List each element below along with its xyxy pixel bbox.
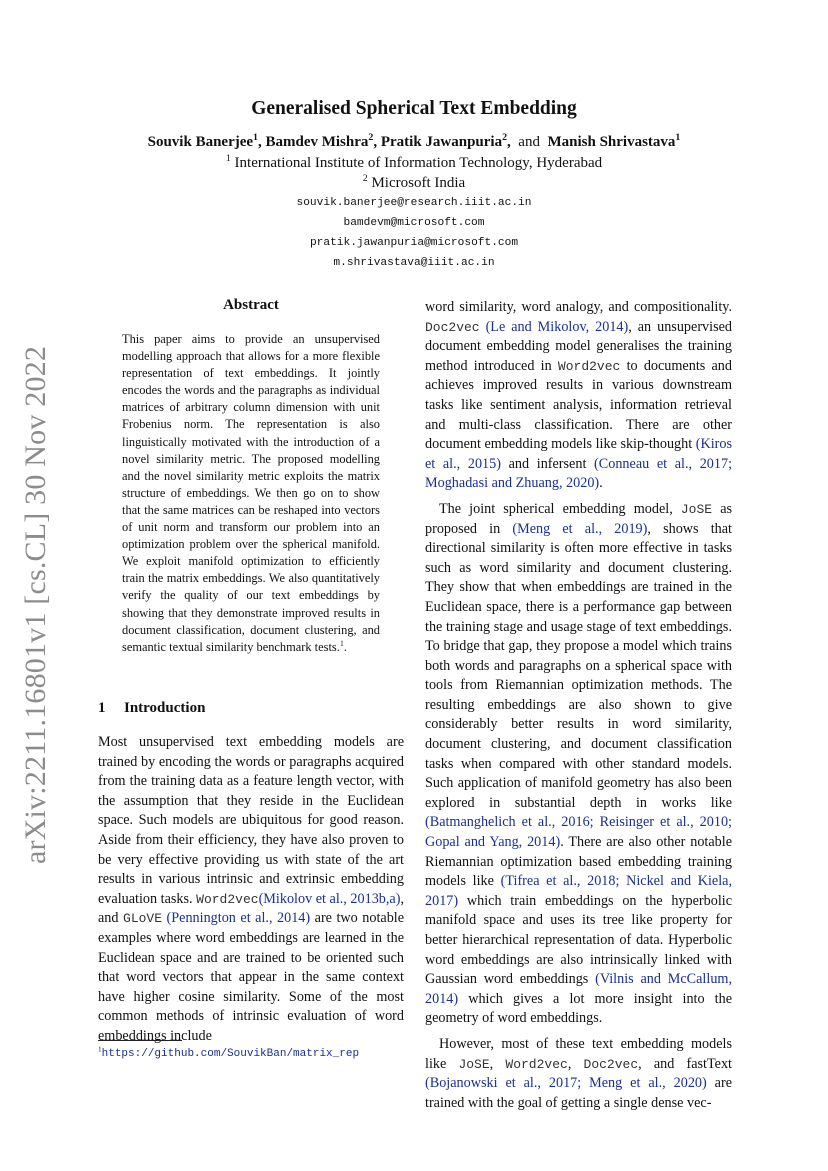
citation-link[interactable]: (Vilnis and McCallum, 2014) [425,971,732,1007]
body-text: which gives a lot more insight into the geometry of word embeddings. [425,990,733,1027]
footnote-divider [98,1040,182,1041]
paper-title: Generalised Spherical Text Embedding [251,98,577,119]
author-affil-mark: 2 [502,132,508,143]
arxiv-side-stamp [16,345,56,865]
author-email[interactable]: bamdevm@microsoft.com [343,217,485,229]
author-affil-mark: 2 [368,132,374,143]
footnote [98,1046,398,1062]
affiliation [0,155,828,172]
body-text: are trained with the goal of getting a single dense vec- [425,1075,732,1111]
citation-link[interactable]: (Bojanowski et al., 2017; Meng et al., 2020) [425,1075,707,1092]
code-term: Doc2vec [425,319,480,335]
code-term: JoSE [680,501,713,517]
author-separator: , [507,134,511,150]
affiliation [0,175,828,192]
author-affil-mark: 1 [253,132,258,143]
footnote-mark: 1 [98,1045,102,1054]
author-name: Pratik Jawanpuria [380,134,503,150]
affiliation-name: International Institute of Information Technology, Hyderabad [234,155,603,171]
citation-link[interactable]: (Meng et al., 2019) [512,520,648,537]
author-separator: , [257,134,262,150]
section-number: 1 [98,700,106,716]
body-text: which train embeddings on the hyperbolic manifold space and uses its tree like property for better hierarchical representation of data. Hyperbolic word embeddings are also intrinsically linked with Gaussian word embeddings [425,892,732,988]
citation-link[interactable]: (Pennington et al., 2014) [166,910,311,927]
footnote-ref[interactable]: 1 [339,638,344,648]
body-paragraph [98,733,404,1047]
citation-link[interactable]: (Le and Mikolov, 2014) [485,318,629,335]
author-list [0,134,828,151]
author-and: and [518,134,540,150]
arxiv-stamp-text: arXiv:2211.16801v1 [cs.CL] 30 Nov 2022 [19,345,53,865]
body-text: . [599,475,603,492]
section-heading [98,700,205,717]
author-affil-mark: 1 [675,132,681,143]
abstract-paragraph [122,331,380,656]
left-column-text [98,733,404,1047]
citation-link[interactable]: (Batmanghelich et al., 2016; Reisinger et al., 2010; Gopal and Yang, 2014) [425,814,732,851]
body-text: and infersent [508,455,587,472]
author-name: Manish Shrivastava [547,134,676,150]
body-paragraph [425,298,732,494]
body-text: , shows that directional similarity is often more effective in tasks such as word similarity and document clustering. They show that when embeddings are trained in the Euclidean space, there is a performance gap between the training stage and usage stage of text embeddings. To bridge that gap, they propose a model which trains both words and paragraphs on a spherical space with tools from Riemannian optimization methods. The resulting embeddings are also shown to give considerably better results in word similarity, document clustering, and document classification tasks when compared with other standard models. Such application of manifold geometry has also been explored in substantial depth in works like [425,520,732,811]
affiliation-mark: 2 [362,173,368,184]
code-term: Doc2vec [583,1056,639,1072]
code-term: Word2vec [505,1056,568,1072]
citation-link[interactable]: (Conneau et al., 2017; Moghadasi and Zhuang, 2020) [425,455,733,492]
body-text: , an unsupervised document embedding model generalises the training method introduced in [425,318,732,374]
citation-link[interactable]: (Mikolov et al., 2013b,a) [258,890,401,907]
body-text: However, most of these text embedding models like [425,1035,732,1072]
body-text: . There are also other notable Riemannian optimization based embedding training models like [425,834,733,890]
abstract-heading: Abstract [223,297,279,313]
body-text: , and [98,890,404,927]
footnote-url-link[interactable]: https://github.com/SouvikBan/matrix_rep [101,1048,360,1060]
body-text: Most unsupervised text embedding models are trained by encoding the words or paragraphs acquired from the training data as a feature length vector, with the assumption that they reside in the Euclidean space. Such models are ubiquitous for good reason. Aside from their efficiency, they have also proven to be very effective providing us with state of the art results in various intrinsic and extrinsic embedding evaluation tasks. [98,734,404,907]
body-text: , [489,1055,494,1072]
body-text: to documents and achieves improved results in various downstream tasks like sentiment analysis, information retrieval and multi-class classification. There are other document embedding models like skip-thought [425,357,732,453]
code-term: JoSE [458,1056,490,1072]
citation-link[interactable]: (Kiros et al., 2015) [425,436,732,472]
affiliation-name: Microsoft India [371,175,466,191]
abstract-text: This paper aims to provide an unsupervised modelling approach that allows for a more flexible representation of text embeddings. It jointly encodes the words and the paragraphs as individual matrices of arbitrary column dimension with unit Frobenius norm. The representation is also linguistically motivated with the introduction of a novel similarity metric. The proposed modelling and the novel similarity metric exploits the matrix structure of embeddings. We then go on to show that the same matrices can be reshaped into vectors of unit norm and transform our problem into an optimization problem over the spherical manifold. We exploit manifold optimization to efficiently train the matrix embeddings. We also quantitatively verify the quality of our text embeddings by showing that they demonstrate improved results in document classification, document clustering, and semantic textual similarity benchmark tests. [122,332,380,654]
author-separator: , [373,134,378,150]
abstract-end: . [343,639,348,654]
body-paragraph [425,500,732,1029]
author-name: Souvik Banerjee [147,134,254,150]
affiliation-mark: 1 [225,153,231,164]
author-email[interactable]: pratik.jawanpuria@microsoft.com [309,237,519,249]
body-text: word similarity, word analogy, and compositionality. [425,299,732,315]
body-text: are two notable examples where word embeddings are learned in the Euclidean space and are trained to be oriented such that word vectors that appear in the same context have higher cosine similarity. Some of the most common methods of intrinsic evaluation of word embeddings include [98,910,405,1044]
body-text: , [567,1055,572,1072]
section-title: Introduction [124,700,206,716]
code-term: Word2vec [557,358,621,374]
code-term: GLoVE [123,911,163,927]
citation-link[interactable]: (Tifrea et al., 2018; Nickel and Kiela, 2017) [425,873,733,909]
author-email[interactable]: souvik.banerjee@research.iiit.ac.in [296,197,532,209]
author-name: Bamdev Mishra [265,134,369,150]
body-text: as proposed in [425,500,733,537]
abstract-body [122,331,380,656]
body-text: , and fastText [638,1055,733,1072]
body-text: The joint spherical embedding model, [439,500,673,517]
author-email[interactable]: m.shrivastava@iiit.ac.in [333,257,495,269]
right-column-text [425,298,732,1113]
body-paragraph [425,1035,732,1113]
code-term: Word2vec [196,891,259,907]
